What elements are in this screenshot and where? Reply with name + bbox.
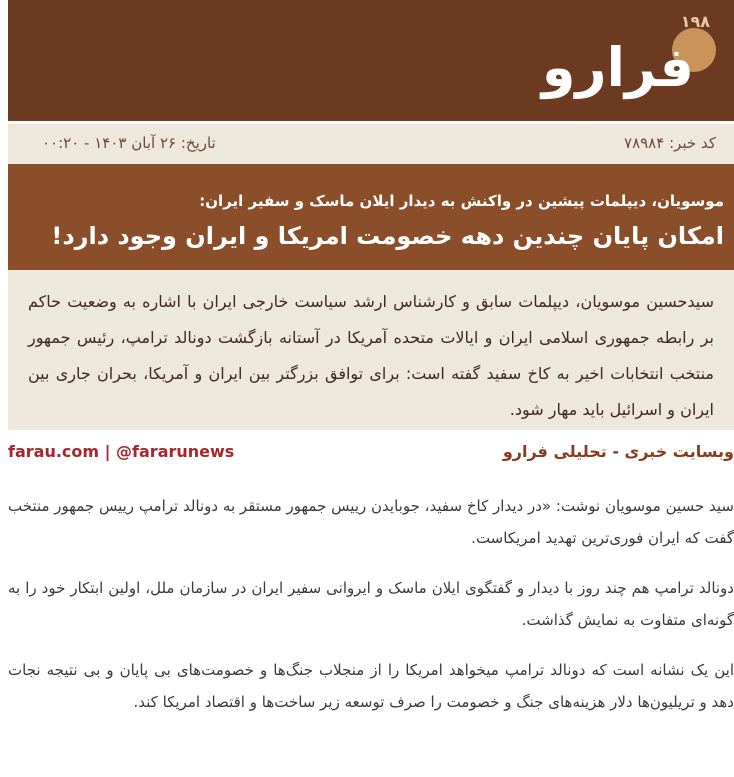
source-label: وبسایت خبری - تحلیلی فرارو [502,442,734,461]
news-code: کد خبر: ۷۸۹۸۴ [624,134,716,152]
news-date: تاریخ: ۲۶ آبان ۱۴۰۳ - ۰۰:۲۰ [42,134,216,152]
source-website-link[interactable]: farau.com | @fararunews [8,442,235,461]
article-headline: امکان پایان چندین دهه خصومت امریکا و ایران وجود دارد! [51,222,724,250]
paragraph: سید حسین موسویان نوشت: «در دیدار کاخ سفید، جوبایدن رییس جمهور مستقر به دونالد ترامپ رییس جمهور منتخب گفت که ایران فوری‌ترین تهدید امریکاست. [8,497,734,547]
logo-badge: ۱۹۸ [680,12,710,31]
paragraph: دونالد ترامپ هم چند روز با دیدار و گفتگوی ایلان ماسک و ایروانی سفیر ایران در سازمان ملل، اولین ابتکار خود را به گونه‌ای متفاوت به نمایش گذاشت. [8,579,734,629]
logo-text: فرارو [541,36,694,99]
title-box [8,164,734,270]
article-body [8,490,734,736]
paragraph: این یک نشانه است که دونالد ترامپ میخواهد امریکا را از منجلاب جنگ‌ها و خصومت‌های بی پایان و بی نتیجه نجات دهد و تریلیون‌ها دلار هزینه‌های جنگ و خصومت را صرف توسعه زیر ساخت‌ها و اقتصاد امریکا کند. [8,661,734,711]
article-kicker: موسویان، دیپلمات پیشین در واکنش به دیدار ایلان ماسک و سفیر ایران: [199,192,724,210]
source-row [8,438,734,468]
news-meta-bar [8,124,734,164]
article-lead [8,270,734,430]
lead-text: سیدحسین موسویان، دیپلمات سابق و کارشناس ارشد سیاست خارجی ایران با اشاره به وضعیت حاکم بر رابطه جمهوری اسلامی ایران و ایالات متحده آمریکا در آستانه بازگشت دونالد ترامپ، رئیس جمهور منتخب انتخابات اخیر به کاخ سفید گفته است: برای توافق بزرگتر بین ایران و آمریکا، بحران جاری بین ایران و اسرائیل باید مهار شود. [28,292,714,419]
site-logo[interactable] [541,8,720,113]
site-header [8,0,734,121]
